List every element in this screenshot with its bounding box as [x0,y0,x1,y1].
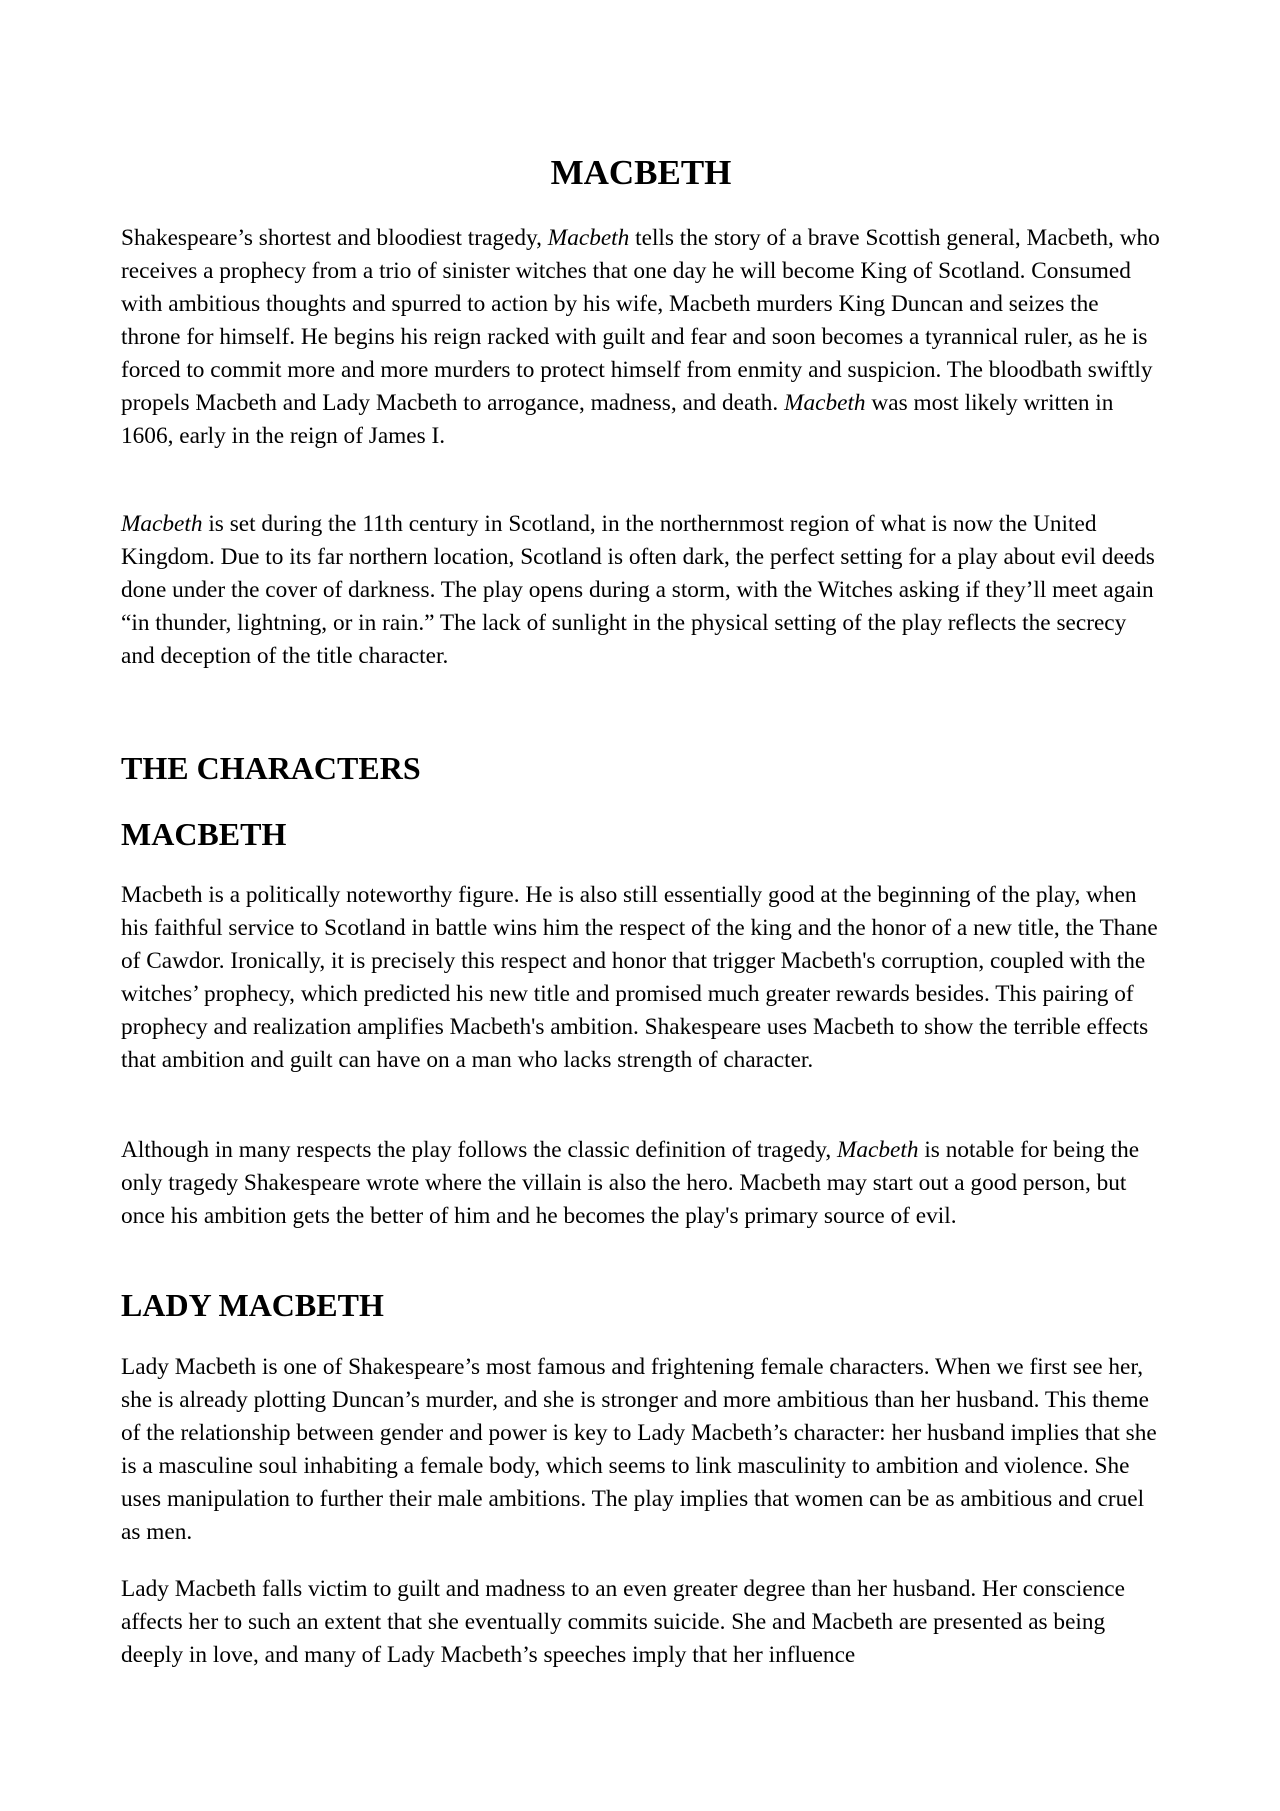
macbeth-paragraph-2 [121,1134,1161,1233]
macbeth-paragraph-1: Macbeth is a politically noteworthy figure. He is also still essentially good at the beginning of the play, when his faithful service to Scotland in battle wins him the respect of the king and the honor of a new title, the Thane of Cawdor. Ironically, it is precisely this respect and honor that trigger Macbeth's corruption, coupled with the witches’ prophecy, which predicted his new title and promised much greater rewards besides. This pairing of prophecy and realization amplifies Macbeth's ambition. Shakespeare uses Macbeth to show the terrible effects that ambition and guilt can have on a man who lacks strength of character. [121,882,1158,1073]
macbeth-heading: MACBETH [121,816,287,852]
italic-title: Macbeth [547,225,630,251]
text-run: tells the story of a brave Scottish general, Macbeth, who receives a prophecy from a trio of sinister witches that one day he will become King of Scotland. Consumed with ambitious thoughts and spurred to action by his wife, Macbeth murders King Duncan and seizes the throne for himself. He begins his reign racked with guilt and fear and soon becomes a tyrannical ruler, as he is forced to commit more and more murders to protect himself from enmity and suspicion. The bloodbath swiftly propels Macbeth and Lady Macbeth to arrogance, madness, and death. [121,225,1160,416]
italic-title: Macbeth [837,1137,919,1163]
text-run: is set during the 11th century in Scotland, in the northernmost region of what is now the United Kingdom. Due to its far northern location, Scotland is often dark, the perfect setting for a play about evil deeds done under the cover of darkness. The play opens during a storm, with the Witches asking if they’ll meet again “in thunder, lightning, or in rain.” The lack of sunlight in the physical setting of the play reflects the secrecy and deception of the title character. [121,511,1155,669]
text-run: Although in many respects the play follows the classic definition of tragedy, [121,1137,837,1163]
lady-macbeth-paragraph-1: Lady Macbeth is one of Shakespeare’s most famous and frightening female characters. When we first see her, she is already plotting Duncan’s murder, and she is stronger and more ambitious than her husband. This theme of the relationship between gender and power is key to Lady Macbeth’s character: her husband implies that she is a masculine soul inhabiting a female body, which seems to link masculinity to ambition and violence. She uses manipulation to further their male ambitions. The play implies that women can be as ambitious and cruel as men. [121,1354,1157,1545]
document-title: MACBETH [550,153,732,192]
text-run: is notable for being the only tragedy Shakespeare wrote where the villain is also the hero. Macbeth may start out a good person, but once his ambition gets the better of him and he becomes the play's primary source of evil. [121,1137,1140,1229]
lady-macbeth-paragraph-2: Lady Macbeth falls victim to guilt and madness to an even greater degree than her husband. Her conscience affects her to such an extent that she eventually commits suicide. She and Macbeth are presented as being deeply in love, and many of Lady Macbeth’s speeches imply that her influence [121,1576,1125,1668]
text-run: was most likely written in 1606, early in the reign of James I. [121,390,1114,449]
text-run: Shakespeare’s shortest and bloodiest tragedy, [121,225,548,251]
italic-title: Macbeth [784,390,866,416]
lady-macbeth-heading: LADY MACBETH [121,1287,384,1323]
italic-title: Macbeth [121,511,203,537]
characters-heading: THE CHARACTERS [121,750,421,786]
intro-paragraph-1 [121,222,1161,453]
intro-paragraph-2 [121,508,1161,673]
